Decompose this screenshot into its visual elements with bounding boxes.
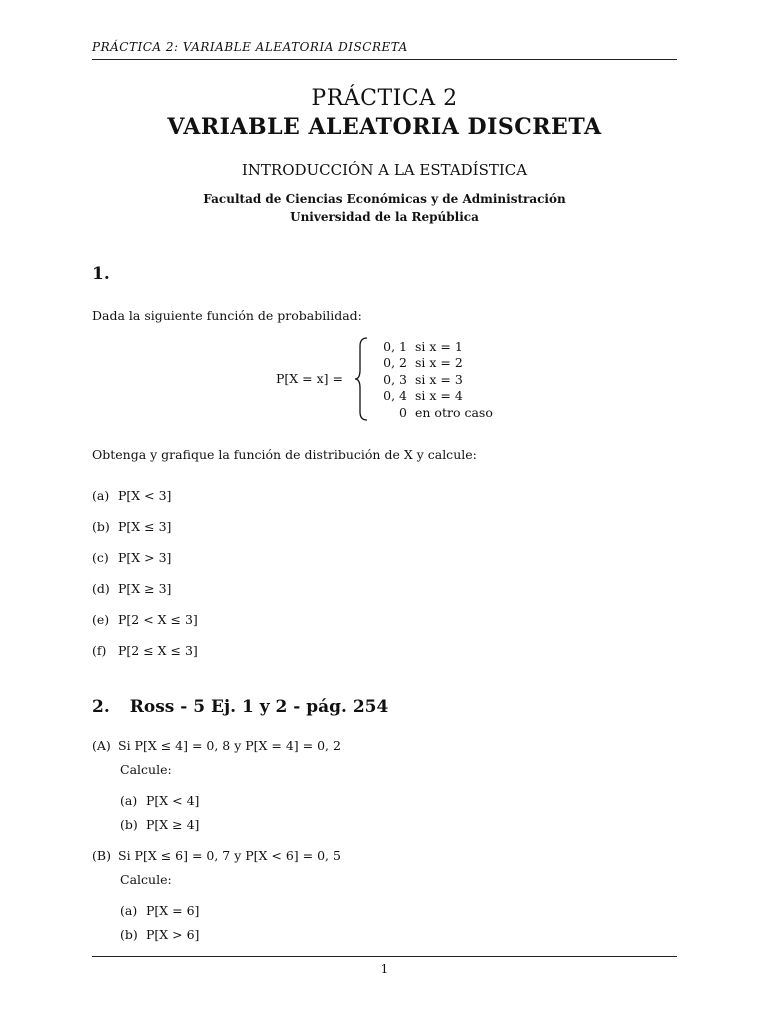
list-item: (b) P[X ≥ 4]	[120, 817, 200, 832]
page-title-line2: VARIABLE ALEATORIA DISCRETA	[167, 114, 602, 140]
running-header: PRÁCTICA 2: VARIABLE ALEATORIA DISCRETA	[92, 40, 408, 54]
section-1-instruction: Obtenga y grafique la función de distribución de X y calcule:	[92, 447, 477, 462]
list-item: (b) P[X > 6]	[120, 927, 200, 942]
list-item: (f) P[2 ≤ X ≤ 3]	[92, 643, 198, 658]
list-item: (b) P[X ≤ 3]	[92, 519, 172, 534]
list-item: (a) P[X = 6]	[120, 903, 200, 918]
calcule-label: Calcule:	[120, 872, 172, 887]
pmf-case-row: 0, 2 si x = 2	[383, 355, 463, 370]
section-1-heading: 1.	[92, 264, 110, 284]
faculty-name: Facultad de Ciencias Económicas y de Administración	[203, 192, 566, 206]
list-item: (a) P[X < 4]	[120, 793, 200, 808]
list-item: (e) P[2 < X ≤ 3]	[92, 612, 198, 627]
footer-rule	[92, 956, 677, 957]
section-2-heading: 2. Ross - 5 Ej. 1 y 2 - pág. 254	[92, 697, 389, 717]
list-item: (d) P[X ≥ 3]	[92, 581, 172, 596]
pmf-lhs: P[X = x] =	[276, 371, 343, 386]
pmf-case-row: 0, 1 si x = 1	[383, 339, 463, 354]
section-1-intro: Dada la siguiente función de probabilidad:	[92, 308, 362, 323]
course-subtitle: INTRODUCCIÓN A LA ESTADÍSTICA	[241, 161, 528, 179]
page-title-line1: PRÁCTICA 2	[311, 86, 458, 111]
left-brace	[354, 336, 370, 422]
pmf-case-row: 0, 4 si x = 4	[383, 388, 463, 403]
pmf-case-row: 0, 3 si x = 3	[383, 372, 463, 387]
section-2-part-a: (A) Si P[X ≤ 4] = 0, 8 y P[X = 4] = 0, 2	[92, 738, 341, 753]
university-name: Universidad de la República	[290, 210, 479, 224]
pmf-case-row: 0 en otro caso	[399, 405, 493, 420]
list-item: (c) P[X > 3]	[92, 550, 172, 565]
page-number: 1	[380, 962, 389, 976]
header-rule	[92, 59, 677, 60]
calcule-label: Calcule:	[120, 762, 172, 777]
section-2-part-b: (B) Si P[X ≤ 6] = 0, 7 y P[X < 6] = 0, 5	[92, 848, 341, 863]
list-item: (a) P[X < 3]	[92, 488, 172, 503]
